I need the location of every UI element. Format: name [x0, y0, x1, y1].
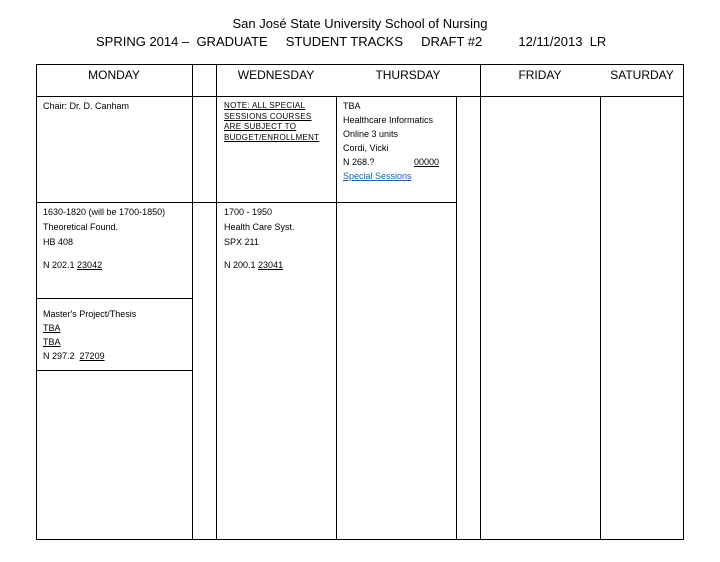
monday-course-title: Theoretical Found. [43, 222, 119, 232]
thursday-course-units: Online 3 units [343, 129, 399, 139]
column-divider [480, 64, 481, 540]
row-divider [36, 202, 456, 203]
thursday-tba: TBA [343, 101, 361, 111]
wednesday-course-section: N 200.1 [224, 260, 256, 270]
monday-thesis-block [43, 307, 136, 363]
thursday-section-line [343, 155, 453, 169]
monday-course-section: N 202.1 [43, 260, 75, 270]
header-friday: FRIDAY [518, 68, 562, 82]
header-thursday: THURSDAY [375, 68, 441, 82]
thursday-course-title: Healthcare Informatics [343, 115, 434, 125]
wednesday-course-time: 1700 - 1950 [224, 207, 273, 217]
row-divider [36, 370, 192, 371]
header-row-divider [36, 96, 684, 97]
monday-thesis-title: Master's Project/Thesis [43, 309, 137, 319]
monday-thesis-tba2[interactable]: TBA [43, 337, 61, 347]
note-line: SESSIONS COURSES [224, 111, 312, 121]
header-wednesday: WEDNESDAY [237, 68, 315, 82]
note-line: BUDGET/ENROLLMENT [224, 132, 320, 142]
note-line: NOTE: ALL SPECIAL [224, 101, 306, 110]
wednesday-course-section-line [224, 258, 295, 272]
special-sessions-link[interactable]: Special Sessions [343, 171, 412, 181]
monday-course-time: 1630-1820 (will be 1700-1850) [43, 207, 166, 217]
monday-course-room: HB 408 [43, 237, 74, 247]
wednesday-budget-note [224, 101, 319, 143]
monday-chair: Chair: Dr. D. Canham [43, 101, 130, 111]
monday-thesis-tba1[interactable]: TBA [43, 323, 61, 333]
column-divider [192, 64, 193, 540]
note-line: ARE SUBJECT TO [224, 122, 297, 131]
row-divider [36, 298, 192, 299]
monday-thesis-code[interactable]: 27209 [79, 351, 105, 361]
column-divider [336, 96, 337, 540]
column-divider [600, 96, 601, 540]
wednesday-course-room: SPX 211 [224, 237, 259, 247]
wednesday-course-block [224, 205, 295, 272]
header-saturday: SATURDAY [610, 68, 674, 82]
page-title-line1: San José State University School of Nursing [232, 16, 488, 31]
thursday-instructor: Cordi, Vicki [343, 143, 389, 153]
wednesday-course-code[interactable]: 23041 [258, 260, 284, 270]
header-monday: MONDAY [88, 68, 140, 82]
thursday-course-block [343, 99, 453, 183]
column-divider [456, 96, 457, 540]
page-title-line2: SPRING 2014 – GRADUATE STUDENT TRACKS DRAFT #2 12/11/2013 LR [96, 34, 607, 49]
monday-course-code[interactable]: 23042 [77, 260, 103, 270]
thursday-section: N 268.? [343, 157, 375, 167]
monday-course-section-line [43, 258, 165, 272]
monday-thesis-section: N 297.2 [43, 351, 75, 361]
monday-thesis-section-line [43, 349, 136, 363]
column-divider [216, 64, 217, 540]
monday-course-block [43, 205, 165, 272]
thursday-code[interactable]: 00000 [414, 157, 440, 167]
wednesday-course-title: Health Care Syst. [224, 222, 295, 232]
